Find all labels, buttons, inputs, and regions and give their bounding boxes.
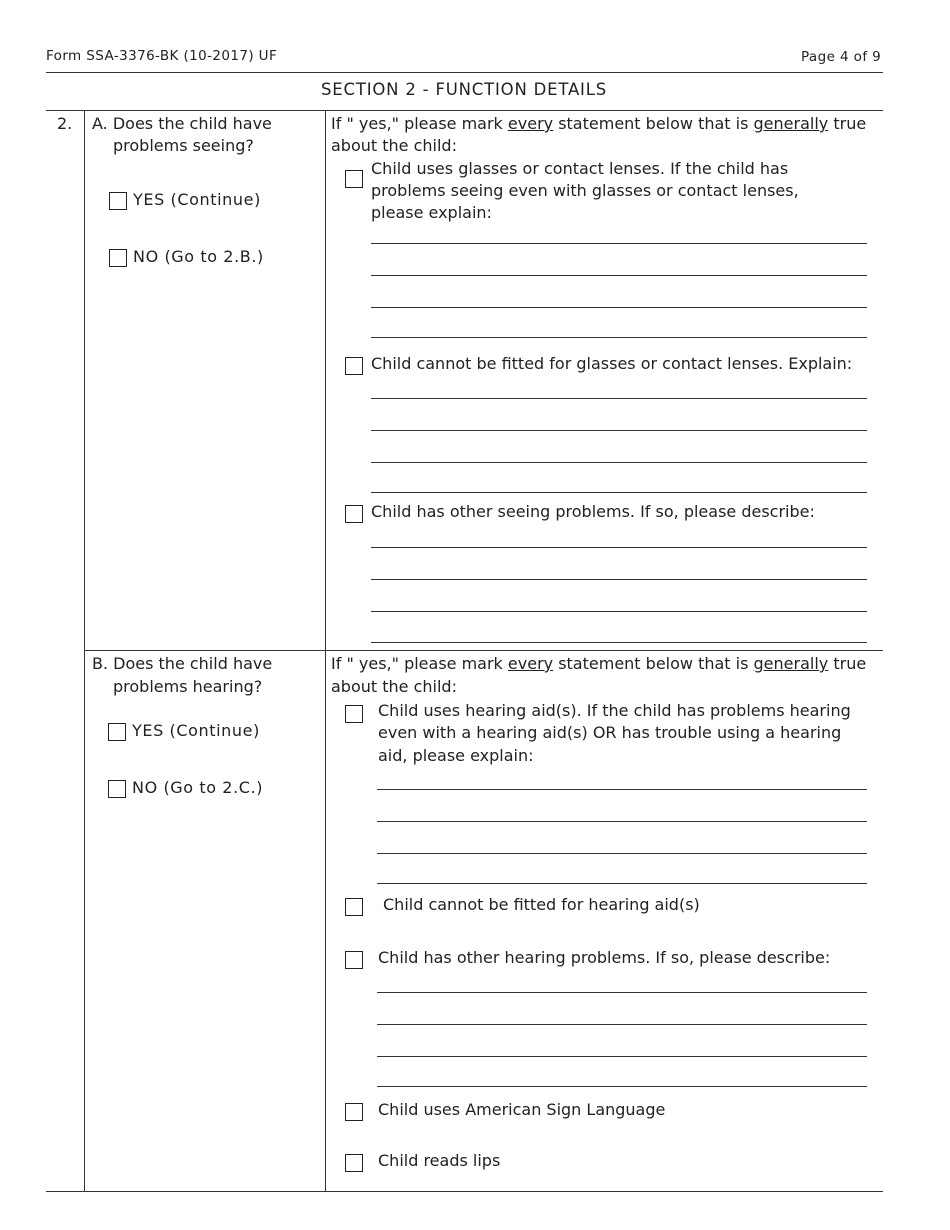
qa-stmt2-checkbox[interactable] bbox=[345, 357, 363, 375]
qb-stmt5: Child reads lips bbox=[378, 1151, 501, 1170]
qa-stmt3-answer-line[interactable] bbox=[371, 579, 867, 580]
qa-stmt1-answer-line[interactable] bbox=[371, 337, 867, 338]
section-title: SECTION 2 - FUNCTION DETAILS bbox=[321, 80, 607, 99]
table-top-border bbox=[46, 110, 883, 111]
qa-generally: generally bbox=[753, 114, 829, 133]
table-bottom-border bbox=[46, 1191, 883, 1192]
qa-stmt2-answer-line[interactable] bbox=[371, 492, 867, 493]
qb-stmt1-answer-line[interactable] bbox=[377, 789, 867, 790]
qb-stmt3-answer-line[interactable] bbox=[377, 1086, 867, 1087]
qa-stmt2-answer-line[interactable] bbox=[371, 398, 867, 399]
qb-yes-label: YES (Continue) bbox=[132, 721, 260, 740]
qa-stmt1-line1: Child uses glasses or contact lenses. If the child has bbox=[371, 159, 789, 178]
qb-no-checkbox[interactable] bbox=[108, 780, 126, 798]
qb-stmt1-line1: Child uses hearing aid(s). If the child has problems hearing bbox=[378, 701, 851, 720]
item-number: 2. bbox=[57, 114, 73, 133]
qb-yes-checkbox[interactable] bbox=[108, 723, 126, 741]
table-divider-question bbox=[325, 110, 326, 1192]
qb-stmt5-checkbox[interactable] bbox=[345, 1154, 363, 1172]
form-id: Form SSA-3376-BK (10-2017) UF bbox=[46, 48, 278, 64]
question-a-line2: problems seeing? bbox=[113, 136, 254, 155]
qb-stmt3-answer-line[interactable] bbox=[377, 992, 867, 993]
qb-stmt1-answer-line[interactable] bbox=[377, 853, 867, 854]
qa-no-checkbox[interactable] bbox=[109, 249, 127, 267]
qa-stmt1-line3: please explain: bbox=[371, 203, 492, 222]
qa-stmt1-answer-line[interactable] bbox=[371, 243, 867, 244]
qa-stmt3-answer-line[interactable] bbox=[371, 611, 867, 612]
qb-stmt1-line3: aid, please explain: bbox=[378, 746, 534, 765]
qb-stmt3-answer-line[interactable] bbox=[377, 1024, 867, 1025]
question-b-line2: problems hearing? bbox=[113, 677, 263, 696]
qa-stmt3: Child has other seeing problems. If so, please describe: bbox=[371, 502, 815, 521]
qb-stmt2-checkbox[interactable] bbox=[345, 898, 363, 916]
qa-stmt2-answer-line[interactable] bbox=[371, 430, 867, 431]
qa-stmt2: Child cannot be fitted for glasses or contact lenses. Explain: bbox=[371, 354, 853, 373]
table-divider-number bbox=[84, 110, 85, 1192]
qb-instruction-line1: If " yes," please mark every statement below that is generally true bbox=[331, 654, 867, 673]
qb-stmt4-checkbox[interactable] bbox=[345, 1103, 363, 1121]
qa-instruction-line1: If " yes," please mark every statement below that is generally true bbox=[331, 114, 867, 133]
question-b-line1: B. Does the child have bbox=[92, 654, 273, 673]
qb-stmt3: Child has other hearing problems. If so, please describe: bbox=[378, 948, 831, 967]
qa-stmt3-answer-line[interactable] bbox=[371, 547, 867, 548]
row-divider bbox=[84, 650, 883, 651]
qa-stmt1-answer-line[interactable] bbox=[371, 275, 867, 276]
qb-no-label: NO (Go to 2.C.) bbox=[132, 778, 264, 797]
qb-instruction-line2: about the child: bbox=[331, 677, 457, 696]
qb-stmt4: Child uses American Sign Language bbox=[378, 1100, 666, 1119]
qa-stmt1-answer-line[interactable] bbox=[371, 307, 867, 308]
qb-stmt1-line2: even with a hearing aid(s) OR has trouble using a hearing bbox=[378, 723, 842, 742]
qa-instruction-line2: about the child: bbox=[331, 136, 457, 155]
qb-stmt3-checkbox[interactable] bbox=[345, 951, 363, 969]
qa-yes-checkbox[interactable] bbox=[109, 192, 127, 210]
page-number: Page 4 of 9 bbox=[801, 49, 882, 65]
qb-generally: generally bbox=[753, 654, 829, 673]
header-divider bbox=[46, 72, 883, 73]
question-a-line1: A. Does the child have bbox=[92, 114, 272, 133]
qb-every: every bbox=[507, 654, 554, 673]
qa-stmt1-checkbox[interactable] bbox=[345, 170, 363, 188]
qa-no-label: NO (Go to 2.B.) bbox=[133, 247, 264, 266]
qa-every: every bbox=[507, 114, 554, 133]
qb-stmt1-checkbox[interactable] bbox=[345, 705, 363, 723]
qa-stmt3-checkbox[interactable] bbox=[345, 505, 363, 523]
qb-stmt2: Child cannot be fitted for hearing aid(s) bbox=[383, 895, 700, 914]
qa-stmt1-line2: problems seeing even with glasses or contact lenses, bbox=[371, 181, 799, 200]
qa-stmt3-answer-line[interactable] bbox=[371, 642, 867, 643]
qa-yes-label: YES (Continue) bbox=[133, 190, 261, 209]
qb-stmt1-answer-line[interactable] bbox=[377, 821, 867, 822]
qb-stmt3-answer-line[interactable] bbox=[377, 1056, 867, 1057]
qa-stmt2-answer-line[interactable] bbox=[371, 462, 867, 463]
qb-stmt1-answer-line[interactable] bbox=[377, 883, 867, 884]
